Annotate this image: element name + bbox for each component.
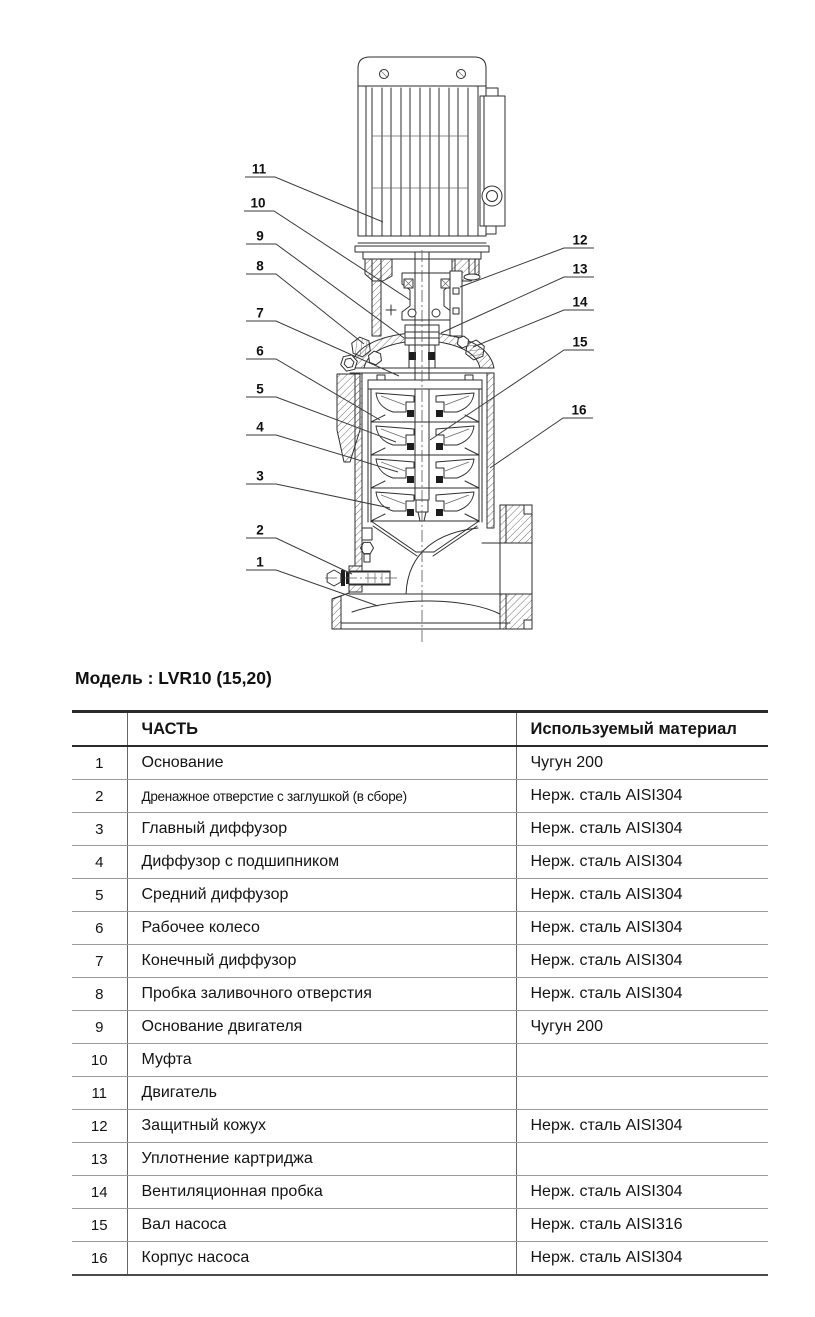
part-number-cell: 4 (72, 846, 127, 879)
callout-number: 6 (256, 343, 264, 359)
part-number-cell: 12 (72, 1110, 127, 1143)
part-name-cell: Корпус насоса (127, 1242, 516, 1276)
part-number-cell: 8 (72, 978, 127, 1011)
material-cell: Нерж. сталь AISI304 (516, 780, 768, 813)
part-name-cell: Пробка заливочного отверстия (127, 978, 516, 1011)
part-name-cell: Основание двигателя (127, 1011, 516, 1044)
col-header-number (72, 712, 127, 747)
material-cell: Нерж. сталь AISI304 (516, 1176, 768, 1209)
callout-number: 2 (256, 522, 264, 538)
material-cell: Нерж. сталь AISI304 (516, 846, 768, 879)
col-header-part: ЧАСТЬ (127, 712, 516, 747)
parts-table (72, 710, 768, 1276)
callout-number: 11 (251, 161, 267, 177)
callout-number: 13 (572, 261, 588, 277)
material-cell: Чугун 200 (516, 746, 768, 780)
table-row (72, 945, 768, 978)
table-row (72, 1209, 768, 1242)
part-number-cell: 13 (72, 1143, 127, 1176)
table-row (72, 978, 768, 1011)
table-row (72, 1011, 768, 1044)
table-row (72, 879, 768, 912)
material-cell: Нерж. сталь AISI304 (516, 912, 768, 945)
part-name-cell: Защитный кожух (127, 1110, 516, 1143)
part-number-cell: 11 (72, 1077, 127, 1110)
callout-leader-line (246, 435, 398, 472)
table-row (72, 846, 768, 879)
material-cell: Нерж. сталь AISI304 (516, 813, 768, 846)
part-name-cell: Двигатель (127, 1077, 516, 1110)
part-name-cell: Рабочее колесо (127, 912, 516, 945)
part-name-cell: Конечный диффузор (127, 945, 516, 978)
table-row (72, 1143, 768, 1176)
part-number-cell: 3 (72, 813, 127, 846)
table-row (72, 1110, 768, 1143)
callout-number: 10 (250, 195, 266, 211)
part-name-cell: Дренажное отверстие с заглушкой (в сборе) (127, 780, 516, 813)
part-number-cell: 1 (72, 746, 127, 780)
material-cell: Чугун 200 (516, 1011, 768, 1044)
part-name-cell: Уплотнение картриджа (127, 1143, 516, 1176)
material-cell: Нерж. сталь AISI316 (516, 1209, 768, 1242)
terminal-box (480, 88, 505, 234)
callout-number: 7 (256, 305, 264, 321)
part-name-cell: Вентиляционная пробка (127, 1176, 516, 1209)
part-number-cell: 5 (72, 879, 127, 912)
part-number-cell: 10 (72, 1044, 127, 1077)
callout-number: 1 (256, 554, 264, 570)
motor (358, 57, 486, 243)
callout-leader-line (490, 418, 593, 468)
part-number-cell: 16 (72, 1242, 127, 1276)
part-name-cell: Основание (127, 746, 516, 780)
model-title: Модель : LVR10 (15,20) (75, 668, 272, 688)
material-cell: Нерж. сталь AISI304 (516, 945, 768, 978)
stage-stack (355, 373, 494, 566)
callout-number: 4 (256, 419, 264, 435)
material-cell: Нерж. сталь AISI304 (516, 1110, 768, 1143)
callout-number: 15 (572, 334, 588, 350)
table-row (72, 1044, 768, 1077)
material-cell: Нерж. сталь AISI304 (516, 978, 768, 1011)
part-name-cell: Муфта (127, 1044, 516, 1077)
part-name-cell: Вал насоса (127, 1209, 516, 1242)
material-cell: Нерж. сталь AISI304 (516, 879, 768, 912)
part-number-cell: 7 (72, 945, 127, 978)
part-name-cell: Диффузор с подшипником (127, 846, 516, 879)
callout-number: 3 (256, 468, 264, 484)
table-row (72, 912, 768, 945)
material-cell (516, 1143, 768, 1176)
part-number-cell: 2 (72, 780, 127, 813)
callout-number: 8 (256, 258, 264, 274)
coupling (402, 273, 452, 320)
table-row (72, 1242, 768, 1276)
part-number-cell: 6 (72, 912, 127, 945)
callout-number: 16 (571, 402, 587, 418)
callout-number: 5 (256, 381, 264, 397)
table-row (72, 746, 768, 780)
table-row (72, 813, 768, 846)
part-name-cell: Главный диффузор (127, 813, 516, 846)
material-cell: Нерж. сталь AISI304 (516, 1242, 768, 1276)
callout-number: 9 (256, 228, 264, 244)
part-name-cell: Средний диффузор (127, 879, 516, 912)
callout-number: 14 (572, 294, 588, 310)
table-header-row (72, 712, 768, 747)
part-number-cell: 14 (72, 1176, 127, 1209)
material-cell (516, 1044, 768, 1077)
table-row (72, 1077, 768, 1110)
callout-number: 12 (572, 232, 588, 248)
table-row (72, 1176, 768, 1209)
col-header-material: Используемый материал (516, 712, 768, 747)
part-number-cell: 15 (72, 1209, 127, 1242)
material-cell (516, 1077, 768, 1110)
part-number-cell: 9 (72, 1011, 127, 1044)
table-row (72, 780, 768, 813)
